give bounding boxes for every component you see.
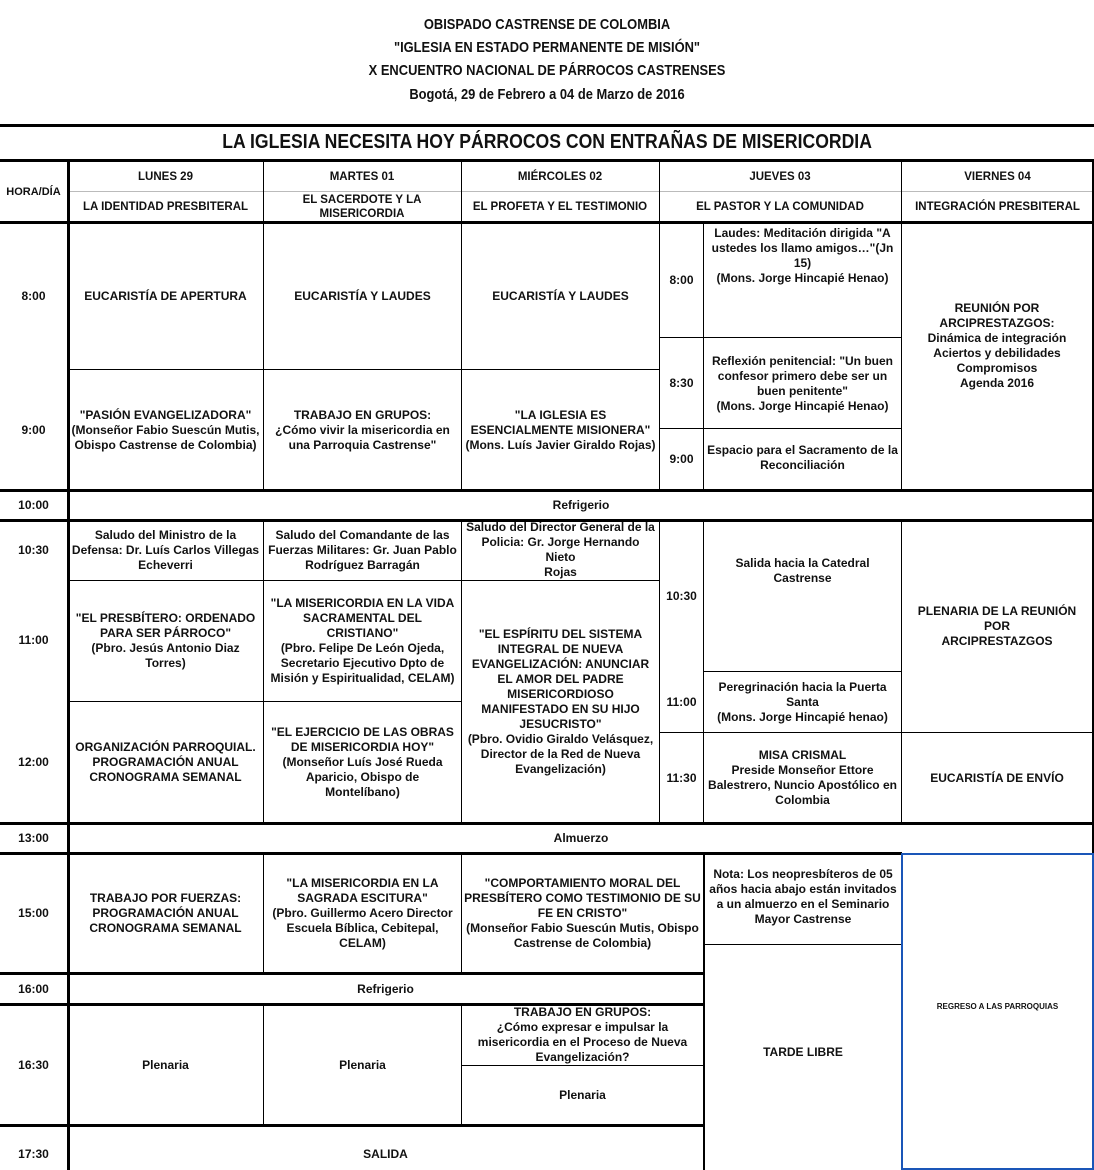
- time-label: 10:00: [18, 498, 49, 512]
- session-jueves-1130: MISA CRISMAL Preside Monseñor Ettore Balestrero, Nuncio Apostólico en Colombia: [708, 748, 897, 807]
- time-label: 9:00: [21, 422, 46, 437]
- session-miercoles-1500: "COMPORTAMIENTO MORAL DEL PRESBÍTERO COMO TESTIMONIO DE SU FE EN CRISTO" (Monseñor Fabio Suescún Mutis, Obispo Castrense de Colombia): [464, 875, 701, 950]
- header-line-date: Bogotá, 29 de Febrero a 04 de Marzo de 2016: [409, 86, 685, 103]
- break-salida: SALIDA: [363, 1146, 408, 1161]
- session-viernes-afternoon[interactable]: REGRESO A LAS PARROQUIAS: [936, 1002, 1059, 1011]
- time-label: 16:00: [18, 981, 49, 996]
- session-viernes-1030: PLENARIA DE LA REUNIÓN POR ARCIPRESTAZGOS: [917, 603, 1077, 648]
- session-martes-0900: TRABAJO EN GRUPOS: ¿Cómo vivir la misericordia en una Parroquia Castrense": [275, 407, 450, 452]
- jueves-time: 11:30: [666, 770, 697, 785]
- session-martes-1200: "EL EJERCICIO DE LAS OBRAS DE MISERICORDIA HOY" (Monseñor Luís José Rueda Aparicio, Obispo de Montelíbano): [271, 724, 454, 799]
- time-label: 8:00: [21, 288, 46, 303]
- break-refrigerio-am: Refrigerio: [552, 498, 610, 512]
- session-martes-0800: EUCARISTÍA Y LAUDES: [294, 288, 431, 303]
- time-label: 12:00: [18, 754, 49, 769]
- session-jueves-0900: Espacio para el Sacramento de la Reconciliación: [707, 443, 898, 472]
- jueves-time: 10:30: [666, 588, 697, 603]
- jueves-time: 11:00: [666, 695, 697, 709]
- header-line-org: OBISPADO CASTRENSE DE COLOMBIA: [423, 16, 671, 33]
- session-lunes-1200: ORGANIZACIÓN PARROQUIAL. PROGRAMACIÓN ANUAL CRONOGRAMA SEMANAL: [75, 739, 256, 784]
- jueves-time: 8:00: [669, 272, 694, 287]
- time-label: 15:00: [18, 905, 49, 920]
- page-title: [0, 125, 1094, 160]
- jueves-time: 8:30: [669, 376, 694, 390]
- session-miercoles-0800: EUCARISTÍA Y LAUDES: [492, 288, 629, 303]
- session-lunes-0800: EUCARISTÍA DE APERTURA: [84, 288, 247, 303]
- session-viernes-1130: EUCARISTÍA DE ENVÍO: [930, 770, 1064, 785]
- time-label: 16:30: [18, 1057, 49, 1072]
- session-miercoles-1630-plenaria: Plenaria: [559, 1088, 606, 1102]
- session-lunes-1500: TRABAJO POR FUERZAS: PROGRAMACIÓN ANUAL CRONOGRAMA SEMANAL: [89, 890, 242, 935]
- session-martes-1630: Plenaria: [339, 1057, 386, 1072]
- break-almuerzo: Almuerzo: [553, 831, 609, 845]
- theme-jueves: EL PASTOR Y LA COMUNIDAD: [696, 200, 864, 213]
- break-refrigerio-pm: Refrigerio: [357, 981, 414, 996]
- session-lunes-0900: "PASIÓN EVANGELIZADORA" (Monseñor Fabio Suescún Mutis, Obispo Castrense de Colombia): [71, 407, 260, 452]
- session-miercoles-1630-group: TRABAJO EN GRUPOS: ¿Cómo expresar e impulsar la misericordia en el Proceso de Nueva Evangelización?: [477, 1005, 688, 1064]
- time-label: 10:30: [18, 542, 49, 557]
- day-martes: MARTES 01: [329, 170, 395, 183]
- theme-lunes: LA IDENTIDAD PRESBITERAL: [82, 200, 249, 213]
- session-lunes-1030: Saludo del Ministro de la Defensa: Dr. Luís Carlos Villegas Echeverri: [71, 527, 260, 572]
- session-jueves-1030: Salida hacia la Catedral Castrense: [735, 556, 870, 585]
- session-lunes-1100: "EL PRESBÍTERO: ORDENADO PARA SER PÁRROCO" (Pbro. Jesús Antonio Diaz Torres): [75, 610, 256, 670]
- header-line-motto: "IGLESIA EN ESTADO PERMANENTE DE MISIÓN": [393, 39, 701, 56]
- title-text: LA IGLESIA NECESITA HOY PÁRROCOS CON ENTRAÑAS DE MISERICORDIA: [222, 131, 872, 153]
- theme-miercoles: EL PROFETA Y EL TESTIMONIO: [472, 200, 648, 213]
- day-viernes: VIERNES 04: [964, 170, 1031, 183]
- session-martes-1100: "LA MISERICORDIA EN LA VIDA SACRAMENTAL DEL CRISTIANO" (Pbro. Felipe De León Ojeda, Secretario Ejecutivo Dpto de Misión y Espiritualidad, CELAM): [270, 595, 455, 685]
- theme-martes: EL SACERDOTE Y LA MISERICORDIA: [302, 194, 422, 220]
- session-martes-1500: "LA MISERICORDIA EN LA SAGRADA ESCITURA" (Pbro. Guillermo Acero Director Escuela Bíblica, Cebitepal, CELAM): [272, 875, 453, 950]
- session-miercoles-1100: "EL ESPÍRITU DEL SISTEMA INTEGRAL DE NUEVA EVANGELIZACIÓN: ANUNCIAR EL AMOR DEL PADRE MISERICORDIOSO MANIFESTADO EN SU HIJO JESUCRISTO" (Pbro. Ovidio Giraldo Velásquez, Director de la Red de Nueva Evangelización): [467, 626, 654, 776]
- time-label: 17:30: [18, 1146, 49, 1161]
- corner-label: HORA/DÍA: [6, 185, 61, 198]
- jueves-tarde-libre: TARDE LIBRE: [763, 1045, 843, 1059]
- day-lunes: LUNES 29: [138, 170, 193, 183]
- theme-viernes: INTEGRACIÓN PRESBITERAL: [915, 200, 1080, 213]
- time-label: 11:00: [18, 633, 49, 647]
- session-miercoles-1030: Saludo del Director General de la Policia: Gr. Jorge Hernando Nieto Rojas: [466, 520, 655, 579]
- session-martes-1030: Saludo del Comandante de las Fuerzas Militares: Gr. Juan Pablo Rodríguez Barragán: [268, 527, 457, 572]
- jueves-nota: Nota: Los neopresbíteros de 05 años hacia abajo están invitados a un almuerzo en el Seminario Mayor Castrense: [709, 867, 897, 926]
- time-label: 13:00: [18, 831, 49, 845]
- session-jueves-0800: Laudes: Meditación dirigida "A ustedes los llamo amigos…"(Jn 15) (Mons. Jorge Hincapié Henao): [711, 226, 894, 285]
- day-miercoles: MIÉRCOLES 02: [517, 170, 603, 183]
- session-viernes-morning: REUNIÓN POR ARCIPRESTAZGOS: Dinámica de integración Aciertos y debilidades Compromisos Agenda 2016: [927, 301, 1067, 390]
- divider: [0, 124, 1094, 127]
- session-lunes-1630: Plenaria: [142, 1057, 189, 1072]
- session-jueves-1100: Peregrinación hacia la Puerta Santa (Mons. Jorge Hincapié henao): [717, 680, 888, 724]
- session-miercoles-0900: "LA IGLESIA ES ESENCIALMENTE MISIONERA" (Mons. Luís Javier Giraldo Rojas): [465, 407, 656, 452]
- header-line-event: X ENCUENTRO NACIONAL DE PÁRROCOS CASTRENSES: [368, 62, 726, 79]
- session-jueves-0830: Reflexión penitencial: "Un buen confesor primero debe ser un buen penitente" (Mons. Jorge Hincapié Henao): [711, 353, 894, 413]
- jueves-time: 9:00: [669, 452, 694, 466]
- day-jueves: JUEVES 03: [749, 170, 811, 183]
